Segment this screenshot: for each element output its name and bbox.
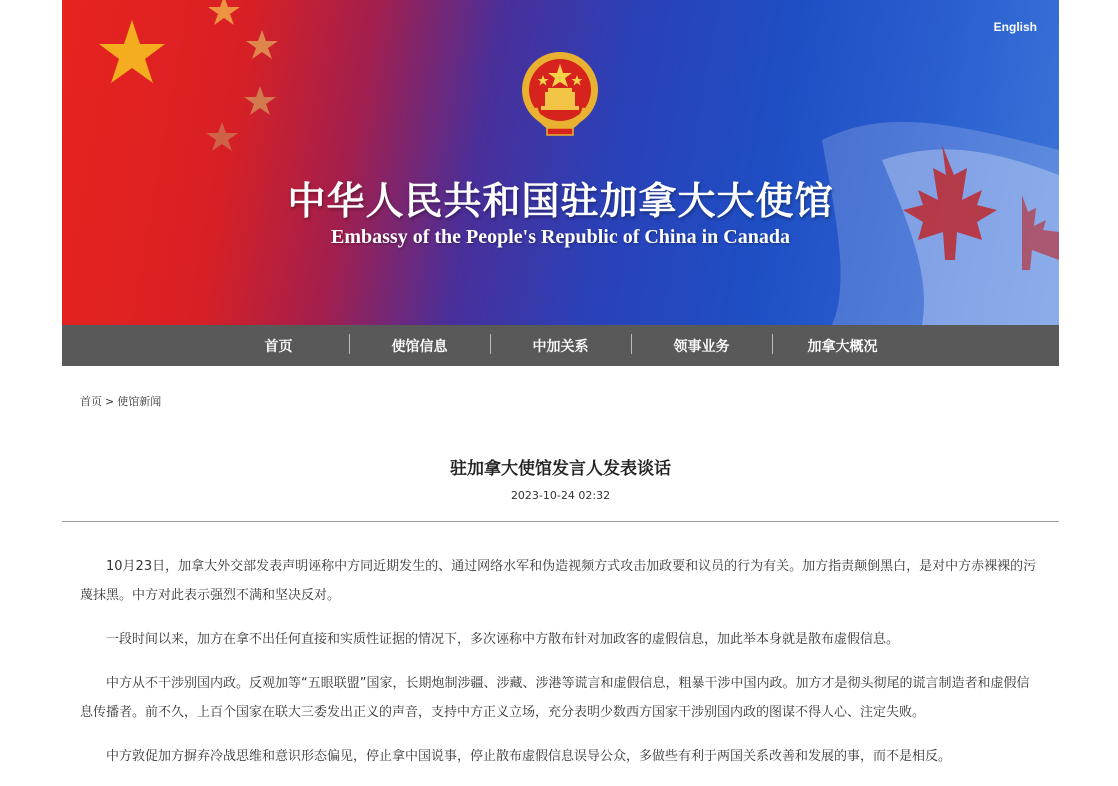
breadcrumb xyxy=(80,393,161,409)
article-title: 驻加拿大使馆发言人发表谈话 xyxy=(450,459,671,479)
article-paragraph: 10月23日，加拿大外交部发表声明诬称中方同近期发生的、通过网络水军和伪造视频方式攻击加政要和议员的行为有关。加方指责颠倒黑白，是对中方赤裸裸的污蔑抹黑。中方对此表示强烈不满和坚决反对。 xyxy=(80,559,1037,603)
article-paragraph: 中方从不干涉别国内政。反观加等“五眼联盟”国家，长期炮制涉疆、涉藏、涉港等谎言和虚假信息，粗暴干涉中国内政。加方才是彻头彻尾的谎言制造者和虚假信息传播者。前不久，上百个国家在联大三委发出正义的声音，支持中方正义立场，充分表明少数西方国家干涉别国内政的图谋不得人心、注定失败。 xyxy=(80,676,1030,720)
english-language-link[interactable]: English xyxy=(993,20,1037,34)
nav-item-consular-services[interactable]: 领事业务 xyxy=(631,336,772,356)
small-star-icon xyxy=(208,0,240,25)
article-date: 2023-10-24 02:32 xyxy=(510,489,611,502)
header-banner xyxy=(62,0,1059,325)
small-star-icon xyxy=(244,86,276,115)
main-navigation xyxy=(62,325,1059,366)
embassy-title-chinese: 中华人民共和国驻加拿大大使馆 xyxy=(287,178,834,223)
small-star-icon xyxy=(246,30,278,59)
article-paragraph: 中方敦促加方摒弃冷战思维和意识形态偏见，停止拿中国说事，停止散布虚假信息误导公众，多做些有利于两国关系改善和发展的事，而不是相反。 xyxy=(106,749,952,764)
article-paragraph: 一段时间以来，加方在拿不出任何直接和实质性证据的情况下，多次诬称中方散布针对加政客的虚假信息，加此举本身就是散布虚假信息。 xyxy=(106,632,900,647)
article-body xyxy=(80,552,1042,786)
nav-item-about-canada[interactable]: 加拿大概况 xyxy=(772,336,913,356)
embassy-title-english: Embassy of the People's Republic of China in Canada xyxy=(331,226,790,248)
nav-item-embassy-info[interactable]: 使馆信息 xyxy=(349,336,490,356)
breadcrumb-separator: > xyxy=(105,395,115,408)
large-star-icon xyxy=(99,20,165,83)
breadcrumb-current-link[interactable]: 使馆新闻 xyxy=(117,395,162,408)
nav-item-china-canada-relations[interactable]: 中加关系 xyxy=(490,336,631,356)
nav-item-home[interactable]: 首页 xyxy=(264,338,293,355)
breadcrumb-home-link[interactable]: 首页 xyxy=(80,395,102,408)
title-divider xyxy=(62,521,1059,522)
national-emblem-icon xyxy=(517,48,603,138)
small-star-icon xyxy=(206,122,238,151)
